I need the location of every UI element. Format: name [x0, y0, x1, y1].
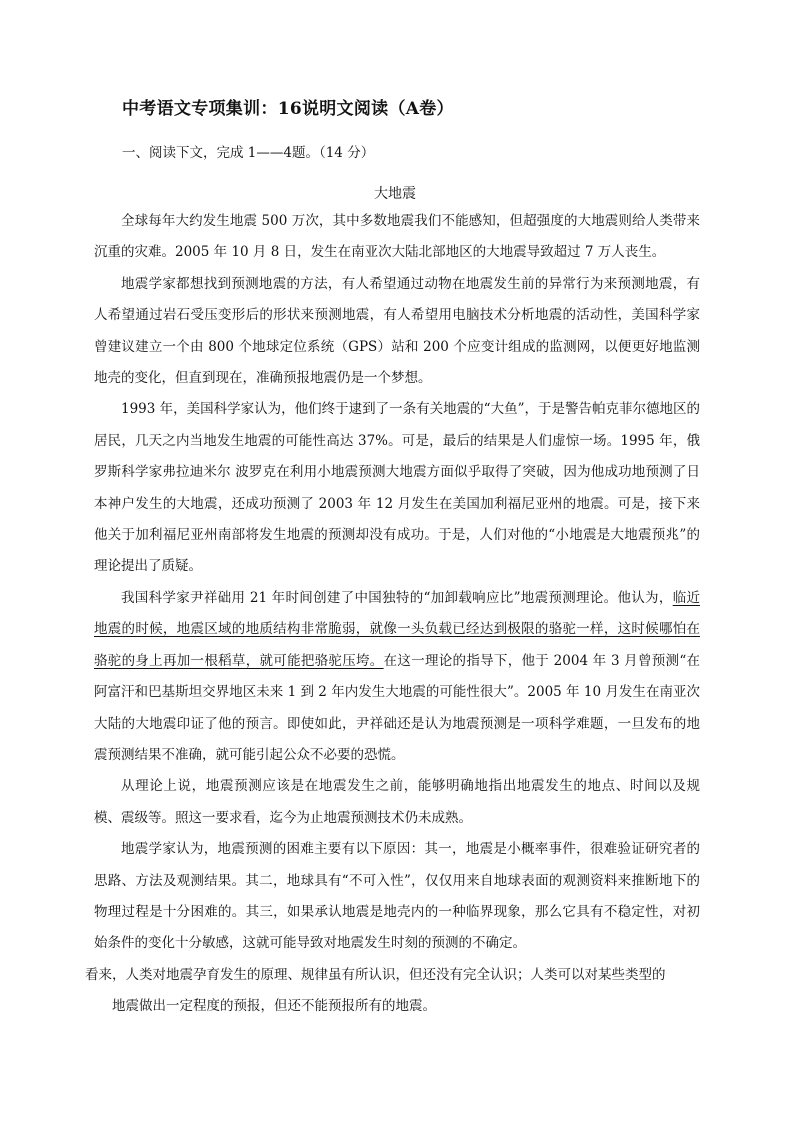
underlined-sentence: 临近地震的时候，地震区域的地质结构非常脆弱，就像一头负载已经达到极限的骆驼一样，这时候哪怕在骆驼的身上再加一根稻草，就可能把骆驼压垮。 — [94, 589, 700, 669]
article-body — [85, 206, 701, 1023]
paragraph-4-intro: 我国科学家尹祥础用 21 年时间创建了中国独特的“加卸载响应比”地震预测理论。他认为， — [121, 589, 673, 606]
paragraph-4 — [94, 583, 700, 771]
document-title: 中考语文专项集训：16说明文阅读（A卷） — [122, 99, 454, 119]
paragraph-7-line-2: 地震做出一定程度的预报，但还不能预报所有的地震。 — [112, 998, 436, 1015]
paragraph-6: 地震学家认为，地震预测的困难主要有以下原因：其一，地震是小概率事件，很难验证研究者的思路、方法及观测结果。其二，地球具有“不可入性”，仅仅用来自地球表面的观测资料来推断地下的物理过程是十分困难的。其三，如果承认地震是地壳内的一种临界现象，那么它具有不稳定性，对初始条件的变化十分敏感，这就可能导致对地震发生时刻的预测的不确定。 — [94, 841, 700, 952]
question-instruction: 一、阅读下文，完成 1——4题。（14 分） — [122, 145, 375, 161]
paragraph-7 — [85, 960, 700, 1023]
paragraph-7-line-1: 看来，人类对地震孕育发生的原理、规律虽有所认识，但还没有完全认识；人类可以对某些类型的 — [85, 966, 666, 983]
paragraph-3: 1993 年，美国科学家认为，他们终于逮到了一条有关地震的“大鱼”，于是警告帕克菲尔德地区的居民，几天之内当地发生地震的可能性高达 37%。可是，最后的结果是人们虚惊一场。1995 年，俄罗斯科学家弗拉迪米尔 波罗克在利用小地震预测大地震方面似乎取得了突破，因为他成功地预测了日本神户发生的大地震，还成功预测了 2003 年 12 月发生在美国加利福尼亚州的地震。可是，接下来他关于加利福尼亚州南部将发生地震的预测却没有成功。于是，人们对他的“小地震是大地震预兆”的理论提出了质疑。 — [94, 401, 700, 575]
paragraph-2: 地震学家都想找到预测地震的方法，有人希望通过动物在地震发生前的异常行为来预测地震，有人希望通过岩石受压变形后的形状来预测地震，有人希望用电脑技术分析地震的活动性，美国科学家曾建议建立一个由 800 个地球定位系统（GPS）站和 200 个应变计组成的监测网，以便更好地监测地壳的变化，但直到现在，准确预报地震仍是一个梦想。 — [94, 275, 700, 387]
paragraph-5: 从理论上说，地震预测应该是在地震发生之前，能够明确地指出地震发生的地点、时间以及规模、震级等。照这一要求看，迄今为止地震预测技术仍未成熟。 — [94, 778, 700, 826]
paragraph-1: 全球每年大约发生地震 500 万次，其中多数地震我们不能感知，但超强度的大地震则给人类带来沉重的灾难。2005 年 10 月 8 日，发生在南亚次大陆北部地区的大地震导致超过 7 万人丧生。 — [94, 213, 700, 261]
paragraph-4-rest: 在这一理论的指导下，他于 2004 年 3 月曾预测“在阿富汗和巴基斯坦交界地区未来 1 到 2 年内发生大地震的可能性很大”。2005 年 10 月发生在南亚次大陆的大地震印证了他的预言。即使如此，尹祥础还是认为地震预测是一项科学难题，一旦发布的地震预测结果不准确，就可能引起公众不必要的恐慌。 — [94, 652, 701, 763]
article-title: 大地震 — [374, 186, 416, 202]
